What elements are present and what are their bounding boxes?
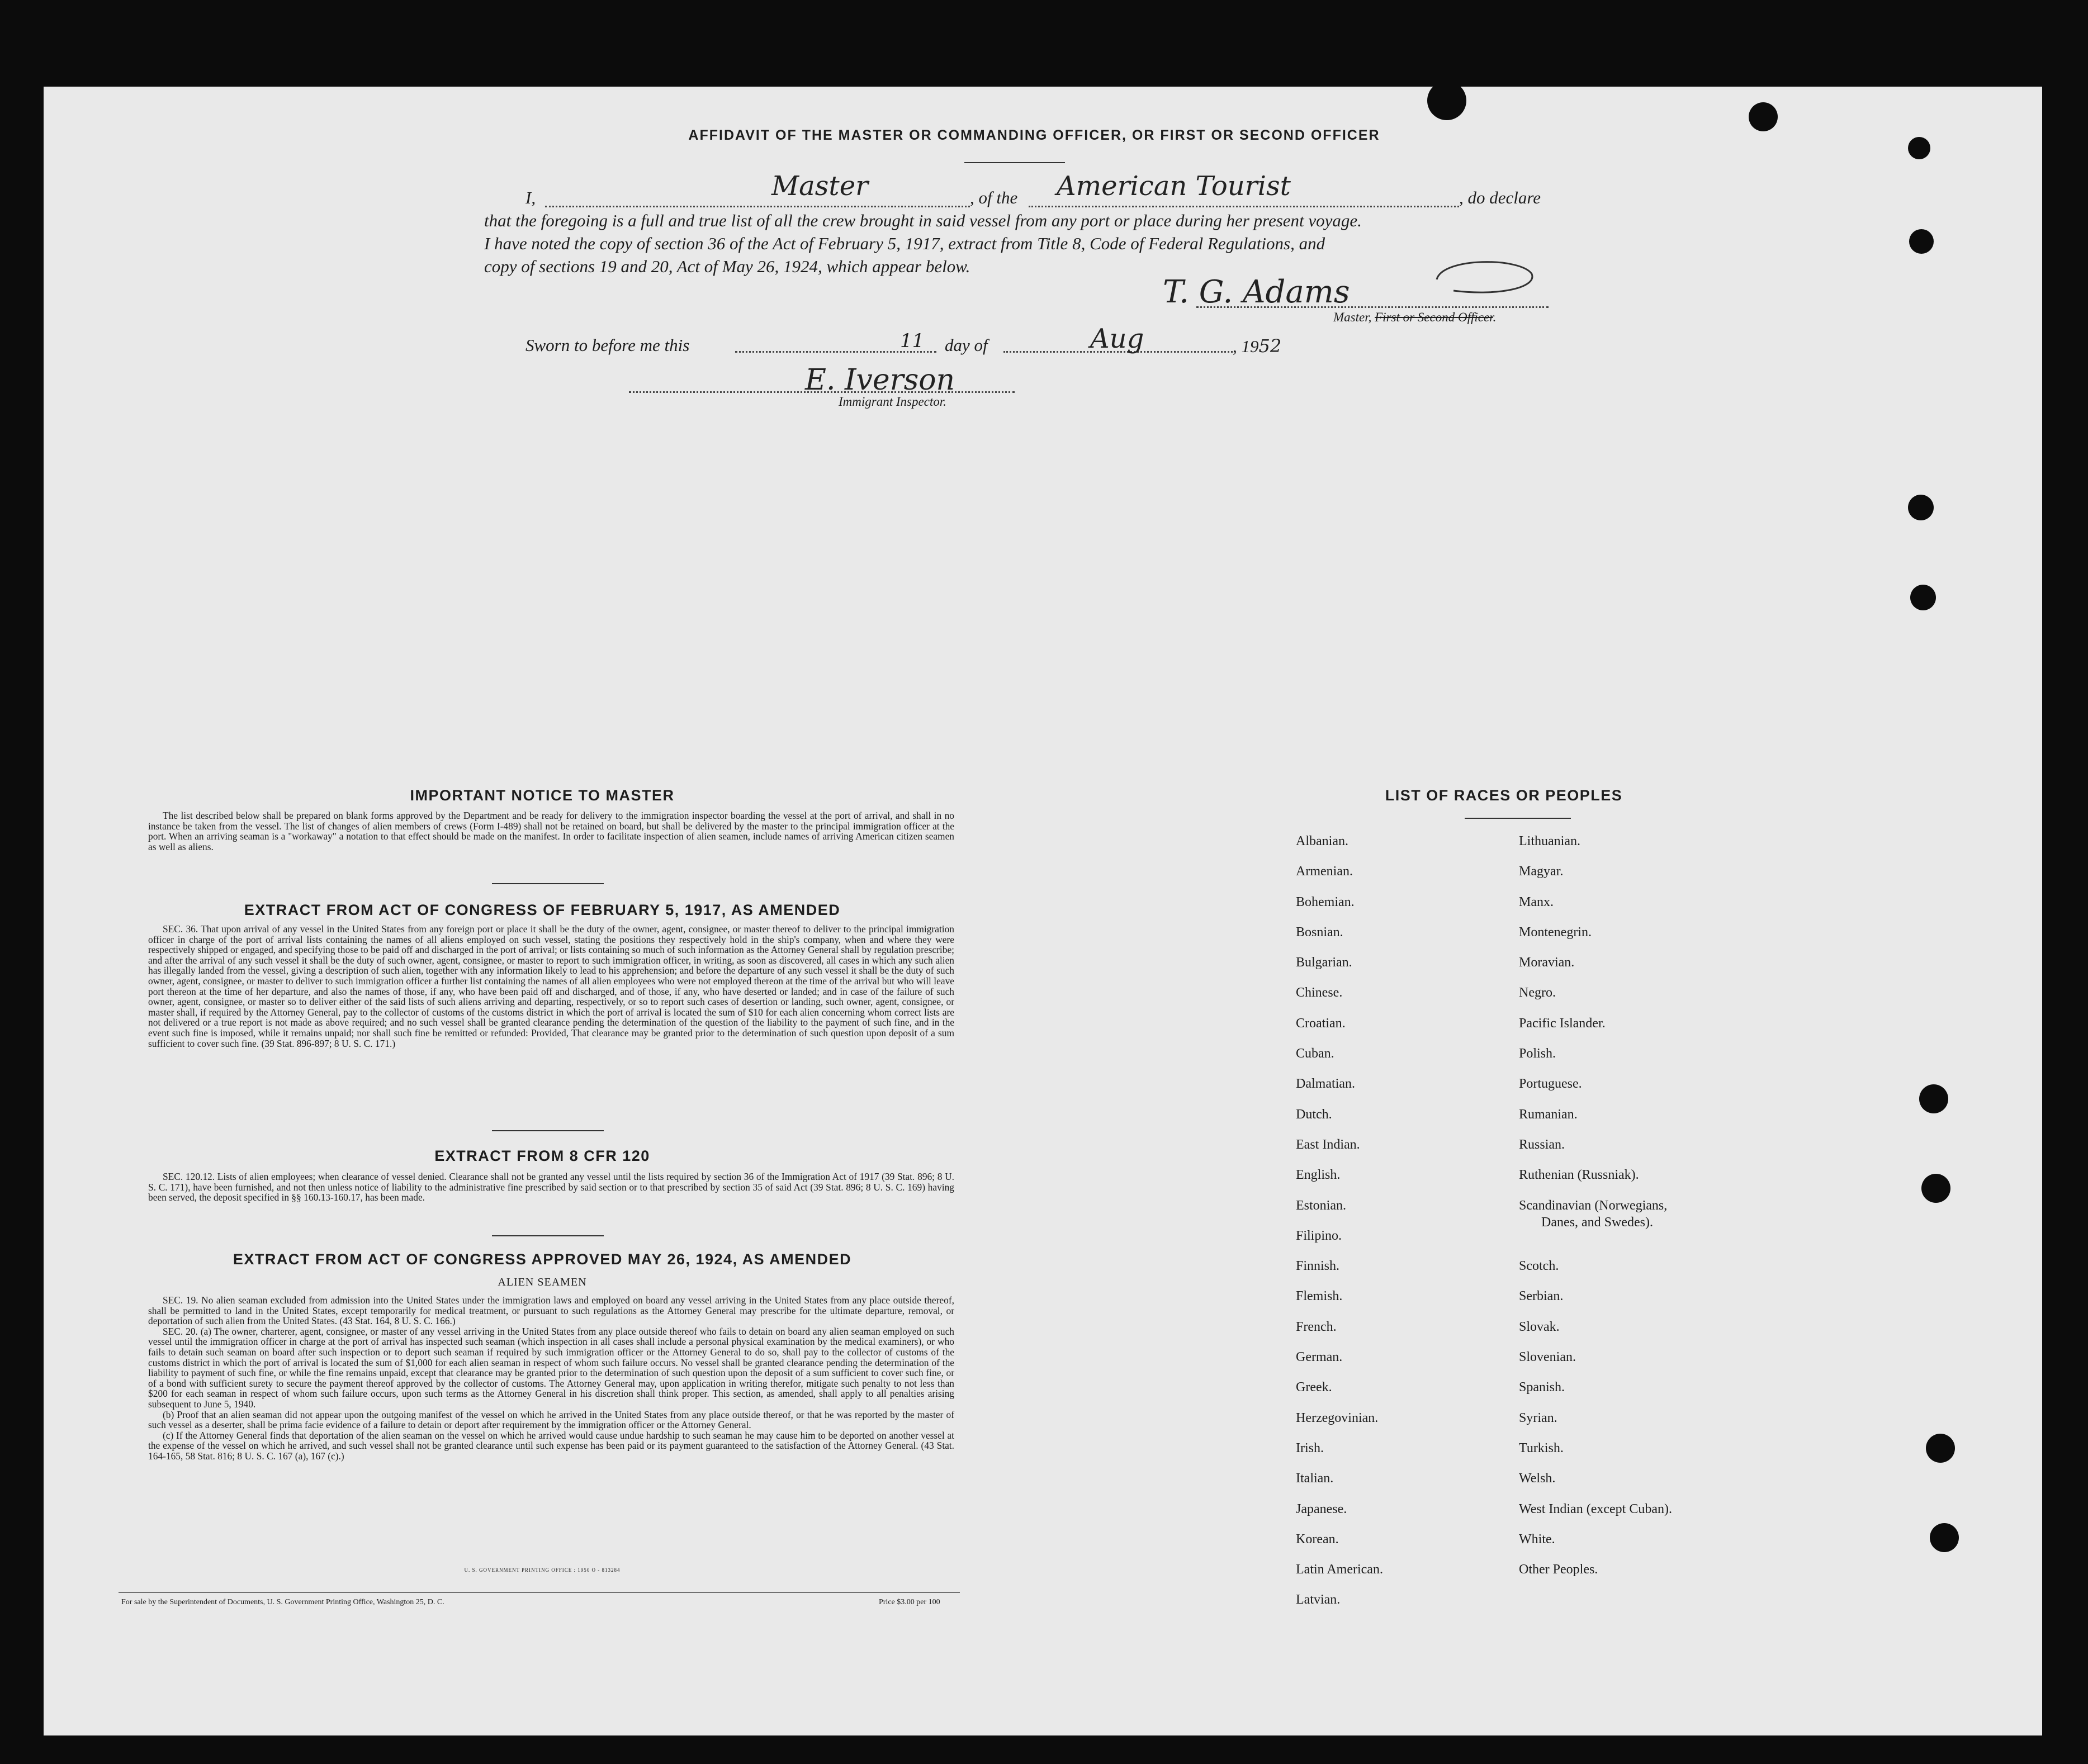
affidavit-rank-handwritten: Master [771,170,869,202]
race-item: Dalmatian. [1296,1077,1355,1092]
affidavit-line-2: that the foregoing is a full and true list of all the crew brought in said vessel from any port or place during her present voyage. [484,211,1362,230]
affidavit-line-3: I have noted the copy of section 36 of the Act of February 5, 1917, extract from Title 8, Code of Federal Regulations, and [484,234,1325,253]
punch-hole [1910,585,1936,610]
punch-hole [1926,1434,1955,1463]
extract-1924-sec19: SEC. 19. No alien seaman excluded from admission into the United States under the immigration laws and employed on board any vessel arriving in the United States from any place outside thereof, shall be permitted to land in the United States, except temporarily for medical treatment, or pursuant to such regulations as the Attorney General may prescribe for the ultimate departure, removal, or deportation of such alien from the United States. (43 Stat. 164, 8 U. S. C. 166.) [148,1294,954,1327]
race-item: Filipino. [1296,1228,1342,1243]
race-item: Pacific Islander. [1519,1016,1606,1031]
affidavit-vessel-handwritten: American Tourist [1057,170,1291,202]
race-item: Scandinavian (Norwegians, [1519,1198,1668,1213]
affidavit-of-the: , of the [970,188,1018,207]
race-item: Welsh. [1519,1471,1556,1486]
race-item: French. [1296,1319,1337,1334]
punch-hole [1930,1523,1959,1552]
price-notice: Price $3.00 per 100 [879,1598,940,1606]
race-item: Spanish. [1519,1380,1565,1395]
race-item: Negro. [1519,985,1556,1000]
punch-hole [1919,1084,1948,1113]
signature-caption-master: Master, [1333,310,1372,324]
extract-cfr-text [148,1172,954,1203]
race-item: Italian. [1296,1471,1334,1486]
extract-cfr-title: EXTRACT FROM 8 CFR 120 [434,1147,650,1164]
race-item: Syrian. [1519,1410,1557,1425]
sworn-year [1233,335,1281,357]
race-item: Irish. [1296,1440,1324,1455]
extract-1924-sec20b: (b) Proof that an alien seaman did not appear upon the outgoing manifest of the vessel on which he arrived in the United States from any place outside thereof, or that he was reported by the master of such vessel as a deserter, shall be prima facie evidence of a failure to detain or deport after requirement by the immigration officer or the Attorney General. [148,1409,954,1431]
race-item: White. [1519,1531,1555,1547]
extract-1917-title: EXTRACT FROM ACT OF CONGRESS OF FEBRUARY 5, 1917, AS AMENDED [244,902,841,918]
races-left-column [1296,826,1383,1615]
affidavit-declare: , do declare [1459,188,1541,207]
race-item: Russian. [1519,1137,1565,1152]
extract-1917-text [148,924,954,1049]
sworn-year-suffix: 52 [1258,335,1282,357]
race-item: Bohemian. [1296,894,1355,909]
race-item: Portuguese. [1519,1077,1582,1092]
sworn-prefix: Sworn to before me this [525,335,690,355]
race-item: Polish. [1519,1046,1556,1061]
notice-text [148,810,954,852]
race-item: Chinese. [1296,985,1343,1000]
sale-notice: For sale by the Superintendent of Documents, U. S. Government Printing Office, Washington 25, D. C. [121,1598,444,1606]
punch-hole [1909,229,1934,254]
race-item: Korean. [1296,1531,1339,1547]
extract-1924-sec20c: (c) If the Attorney General finds that deportation of the alien seaman on the vessel on which he arrived would cause undue hardship to such seaman he may cause him to be deported on another vessel at the expense of the vessel on which he arrived, and such vessel shall not be granted clearance until such expense has been paid or its payment guaranteed to the satisfaction of the Attorney General. (43 Stat. 164-165, 58 Stat. 816; 8 U. S. C. 167 (a), 167 (c).) [148,1429,954,1462]
races-right-column [1519,826,1672,1585]
extract-1924-title: EXTRACT FROM ACT OF CONGRESS APPROVED MAY 26, 1924, AS AMENDED [233,1251,852,1268]
affidavit-line-4: copy of sections 19 and 20, Act of May 26, 1924, which appear below. [484,257,970,276]
punch-hole [1749,102,1778,131]
gpo-imprint: U. S. GOVERNMENT PRINTING OFFICE : 1950 O - 813284 [464,1567,621,1573]
extract-1917-sec36: SEC. 36. That upon arrival of any vessel in the United States from any foreign port or place it shall be the duty of the owner, agent, consignee, or master thereof to deliver to the principal immigration officer in charge of the port of arrival lists containing the names of all aliens employed on such vessel, stating the positions they respectively hold in the ship's company, when and where they were respectively shipped or engaged, and specifying those to be paid off and discharged in the port of arrival; or lists containing so much of such information as the Attorney General shall by regulation prescribe; and after the arrival of any such vessel it shall be the duty of such owner, agent, consignee, or master to report to such immigration officer, in writing, as soon as discovered, all cases in which any such alien has illegally landed from the vessel, giving a description of such alien, together with any information likely to lead to his apprehension; and before the departure of any such vessel it shall be the duty of such owner, agent, consignee, or master to deliver to such immigration officer a further list containing the names of all alien employees who were not employed thereon at the time of the arrival but who will leave port thereon at the time of her departure, and also the names of those, if any, who have been paid off and discharged, and of those, if any, who have deserted or landed; and in case of the failure of such owner, agent, consignee, or master so to deliver either of the said lists of such aliens arriving and departing, respectively, or so to report such cases of desertion or landing, such owner, agent, consignee, or master shall, if required by the Attorney General, pay to the collector of customs of the customs district in which the port of arrival is located the sum of $10 for each alien concerning whom correct lists are not delivered or a true report is not made as above required; and no such vessel shall be granted clearance pending the determination of the question of the liability to the payment of such fine, and in the event such fine is imposed, while it remains unpaid; nor shall such fine be remitted or refunded: Provided, That clearance may be granted prior to the determination of such question upon deposit of a sum sufficient to cover such fine. (39 Stat. 896-897; 8 U. S. C. 171.) [148,923,954,1049]
master-signature: T. G. Adams [1163,274,1350,310]
race-item: Turkish. [1519,1440,1564,1455]
extract-1924-text [148,1295,954,1462]
sworn-day: 11 [900,330,925,352]
race-item: Ruthenian (Russniak). [1519,1168,1639,1183]
race-item: Montenegrin. [1519,924,1592,940]
race-item: Danes, and Swedes). [1541,1215,1653,1230]
race-item: Japanese. [1296,1501,1347,1516]
inspector-caption: Immigrant Inspector. [839,395,946,409]
notice-paragraph: The list described below shall be prepared on blank forms approved by the Department and be ready for delivery to the immigration inspector boarding the vessel at the port of arrival, and shall in no instance be taken from the vessel. The list of changes of alien members of crews (Form I-489) shall not be retained on board, but shall be delivered by the master to the principal immigration officer at the port. When an arriving seaman is a "workaway" a notation to that effect should be made on the manifest. In order to facilitate inspection of alien seamen, include names of arriving American citizen seamen as well as aliens. [148,810,954,852]
extract-1924-sec20a: SEC. 20. (a) The owner, charterer, agent, consignee, or master of any vessel arriving in the United States from any place outside thereof who fails to detain on board any alien seaman employed on such vessel until the immigration officer in charge at the port of arrival has inspected such seaman (which inspection in all cases shall include a personal physical examination by the medical examiners), or who fails to detain such seaman on board after such inspection or to deport such seaman if required by such immigration officer or the Attorney General to do so, shall pay to the collector of customs of the customs district in which the port of arrival is located the sum of $1,000 for each alien seaman in respect of whom such failure occurs. No vessel shall be granted clearance pending the determination of the liability to payment of such fine, or while the fine remains unpaid, except that clearance may be granted prior to the determination of such question upon the deposit of a sum sufficient to cover such fine, or of a bond with sufficient surety to secure the payment thereof approved by the collector of customs. The Attorney General may, upon application in writing therefor, mitigate such penalty to not less than $200 for each seaman in respect of whom such failure occurs, upon such terms as the Attorney General in his discretion shall think proper. This section, as amended, shall apply to all penalties arising subsequent to June 5, 1940. [148,1325,954,1410]
race-item: English. [1296,1168,1341,1183]
race-item: Dutch. [1296,1107,1332,1122]
signature-caption-struck: First or Second Officer [1375,310,1493,324]
affidavit-title: AFFIDAVIT OF THE MASTER OR COMMANDING OFFICER, OR FIRST OR SECOND OFFICER [688,127,1380,143]
race-item: East Indian. [1296,1137,1360,1152]
race-item: Slovenian. [1519,1350,1576,1365]
punch-hole [1908,137,1930,159]
sworn-day-of: day of [945,335,988,355]
race-item: Flemish. [1296,1289,1343,1304]
punch-hole [1908,495,1934,520]
sworn-month: Aug [1090,323,1144,354]
extract-1924-subtitle: ALIEN SEAMEN [498,1276,587,1288]
race-item: Croatian. [1296,1016,1346,1031]
punch-hole [1921,1174,1950,1203]
race-item: Rumanian. [1519,1107,1578,1122]
signature-flourish [1431,257,1543,307]
race-item: Moravian. [1519,955,1575,970]
race-item: Lithuanian. [1519,834,1580,848]
race-item: Scotch. [1519,1259,1559,1274]
race-item: Herzegovinian. [1296,1410,1379,1425]
sworn-year-prefix: , 19 [1233,336,1259,356]
race-item: German. [1296,1350,1343,1365]
affidavit-i: I, [525,188,536,207]
extract-cfr-sec: SEC. 120.12. Lists of alien employees; when clearance of vessel denied. Clearance shall not be granted any vessel until the lists required by section 36 of the Immigration Act of 1917 (39 Stat. 896; 8 U. S. C. 171), have been furnished, and not then unless notice of liability to the administrative fine prescribed by said section or to that prescribed by section 35 of said Act (39 Stat. 896; 8 U. S. C. 169) having been served, the deposit specified in §§ 160.13-160.17, has been made. [148,1171,954,1203]
race-item: Latvian. [1296,1592,1341,1607]
race-item: Magyar. [1519,864,1564,879]
race-item: Bosnian. [1296,924,1343,940]
race-item: Finnish. [1296,1259,1340,1274]
race-item: Serbian. [1519,1289,1564,1304]
race-item: Armenian. [1296,864,1353,879]
race-item: West Indian (except Cuban). [1519,1501,1672,1516]
races-title: LIST OF RACES OR PEOPLES [1385,787,1623,804]
race-item: Bulgarian. [1296,955,1352,970]
race-item: Albanian. [1296,834,1348,848]
notice-title: IMPORTANT NOTICE TO MASTER [410,787,675,804]
race-item: Manx. [1519,894,1554,909]
punch-hole [1427,81,1466,120]
race-item: Slovak. [1519,1319,1560,1334]
signature-caption: Master, First or Second Officer. [1333,310,1497,324]
race-item: Other Peoples. [1519,1562,1598,1577]
race-item: Cuban. [1296,1046,1334,1061]
race-item: Greek. [1296,1380,1332,1395]
race-item: Latin American. [1296,1562,1383,1577]
inspector-signature: E. Iverson [805,363,955,397]
race-item: Estonian. [1296,1198,1346,1213]
